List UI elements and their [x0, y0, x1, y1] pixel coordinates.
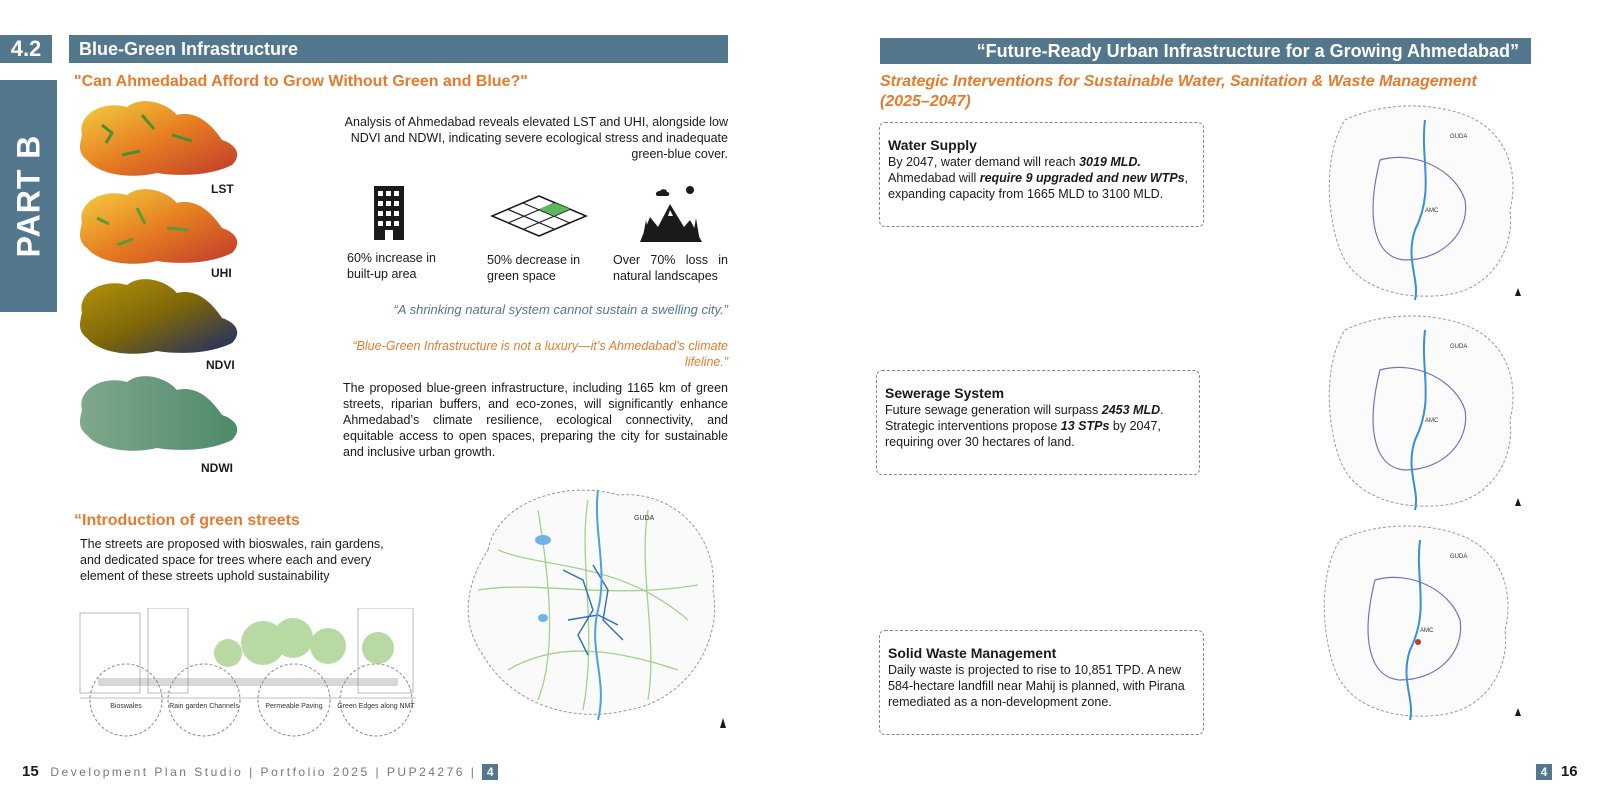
question-heading: "Can Ahmedabad Afford to Grow Without Green and Blue?": [74, 73, 528, 90]
landscape-icon: [640, 182, 702, 244]
section-label-permeable-paving: Permeable Paving: [265, 703, 323, 710]
analysis-text: Analysis of Ahmedabad reveals elevated LST and UHI, alongside low NDVI and NDWI, indicating severe ecological stress and inadequate green-blue cover.: [344, 115, 728, 161]
map-label-amc-2: AMC: [1425, 418, 1439, 424]
page-number-left: 15: [22, 763, 39, 780]
map-label-ndvi: NDVI: [206, 358, 235, 372]
solid-waste-map: [1324, 526, 1521, 720]
green-streets-heading: “Introduction of green streets: [74, 512, 300, 529]
section-label-bioswales: Bioswales: [110, 703, 142, 710]
green-streets-text: The streets are proposed with bioswales, rain gardens, and dedicated space for trees where each and every element of these streets uphold sustainability: [80, 537, 384, 583]
section-number: 4.2: [0, 35, 52, 63]
stat-built-up: 60% increase in built-up area: [347, 251, 436, 281]
grid-green-icon: [490, 194, 588, 238]
card-sewerage: [876, 370, 1200, 475]
infrastructure-maps: [1305, 100, 1535, 730]
footer-left: [22, 763, 498, 780]
map-label-guda-3: GUDA: [1450, 554, 1468, 560]
proposal-text: The proposed blue-green infrastructure, including 1165 km of green streets, riparian buffers, and eco-zones, will significantly enhance Ahmedabad’s climate resilience, ecological connectivity, and equitable access to open spaces, preparing the city for sustainable and inclusive urban growth.: [343, 381, 728, 459]
card-body-water: By 2047, water demand will reach 3019 MLD. Ahmedabad will require 9 upgraded and new WTPs, expanding capacity from 1665 MLD to 3100 MLD.: [888, 155, 1189, 201]
map-place-guda: GUDA: [634, 515, 655, 522]
stat-green-space: 50% decrease in green space: [487, 253, 581, 283]
footer-right: [1536, 763, 1578, 781]
building-icon: [372, 184, 412, 244]
part-label: PART B: [10, 134, 46, 258]
sewerage-map: [1329, 316, 1521, 510]
section-title: Blue-Green Infrastructure: [69, 35, 728, 63]
footer-text: Development Plan Studio | Portfolio 2025 | PUP24276 |: [50, 765, 477, 779]
map-label-guda-2: GUDA: [1450, 344, 1468, 350]
quote-shrinking: “A shrinking natural system cannot sustain a swelling city.”: [393, 302, 728, 317]
right-subtitle: Strategic Interventions for Sustainable Water, Sanitation & Waste Management (2025–2047): [880, 73, 1477, 110]
ndwi-map: [80, 376, 237, 451]
card-title-water: Water Supply: [888, 137, 977, 153]
footer-box-left: 4: [482, 764, 498, 780]
map-label-ndwi: NDWI: [201, 461, 233, 475]
quote-lifeline: “Blue-Green Infrastructure is not a luxury—it’s Ahmedabad’s climate lifeline.”: [352, 339, 728, 369]
street-section-illustration: [78, 608, 418, 738]
right-title: “Future-Ready Urban Infrastructure for a Growing Ahmedabad”: [880, 38, 1531, 64]
ndvi-map: [80, 279, 237, 354]
map-label-lst: LST: [211, 182, 234, 196]
card-water-supply: [879, 122, 1204, 227]
section-label-rain-garden: Rain garden Channels: [169, 703, 239, 710]
thematic-maps: [72, 95, 252, 480]
lst-map: [80, 101, 237, 176]
map-label-amc-3: AMC: [1420, 628, 1434, 634]
part-tab: [0, 80, 57, 312]
green-streets-map: [448, 470, 730, 735]
map-label-amc-1: AMC: [1425, 208, 1439, 214]
card-title-waste: Solid Waste Management: [888, 645, 1057, 661]
uhi-map: [80, 189, 237, 264]
card-solid-waste: [879, 630, 1204, 735]
stat-landscapes: Over 70% loss in natural landscapes: [613, 253, 728, 283]
page-number-right: 16: [1560, 763, 1578, 780]
water-supply-map: [1329, 106, 1521, 300]
map-label-uhi: UHI: [211, 266, 232, 280]
card-title-sewerage: Sewerage System: [885, 385, 1005, 401]
footer-box-right: 4: [1536, 764, 1552, 780]
section-label-green-edges: Green Edges along NMT: [337, 703, 415, 710]
card-body-waste: Daily waste is projected to rise to 10,851 TPD. A new 584-hectare landfill near Mahij is planned, with Pirana remediated as a non-development zone.: [888, 663, 1185, 709]
map-label-guda-1: GUDA: [1450, 134, 1468, 140]
card-body-sewerage: Future sewage generation will surpass 2453 MLD. Strategic interventions propose 13 STPs by 2047, requiring over 30 hectares of land.: [885, 403, 1164, 449]
